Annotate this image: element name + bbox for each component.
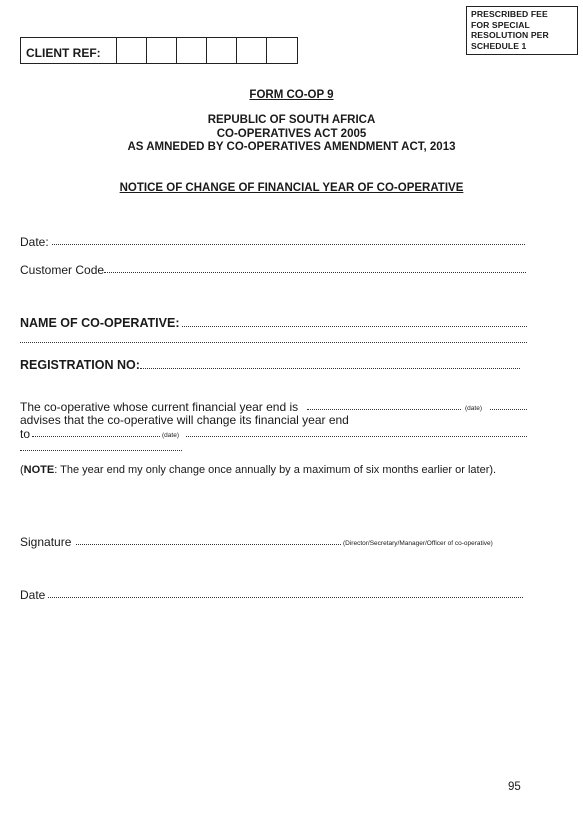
new-year-end-input-line[interactable] <box>32 436 160 437</box>
fee-line: SCHEDULE 1 <box>471 40 527 51</box>
fee-line: RESOLUTION PER <box>471 30 549 40</box>
registration-input-line[interactable] <box>140 368 520 369</box>
date-row <box>20 235 49 249</box>
date-label: Date: <box>20 235 49 249</box>
bottom-date-row <box>20 588 45 602</box>
date-input-line[interactable] <box>52 244 525 245</box>
bottom-date-label: Date <box>20 588 46 602</box>
coop-name-row <box>20 316 180 330</box>
signature-row <box>20 535 71 549</box>
note-label: NOTE <box>23 464 55 476</box>
client-ref-field <box>20 37 298 64</box>
statement-line-3 <box>20 427 30 441</box>
notice-title: NOTICE OF CHANGE OF FINANCIAL YEAR OF CO-OPERATIVE <box>119 182 464 194</box>
statement-line-2 <box>20 413 349 427</box>
new-year-end-input-line-tail[interactable] <box>186 436 527 437</box>
current-year-end-input-line-tail[interactable] <box>490 409 527 410</box>
registration-label: REGISTRATION NO: <box>20 358 140 372</box>
signature-role-note: (Director/Secretary/Manager/Officer of co-operative) <box>343 540 493 547</box>
coop-name-input-line[interactable] <box>182 326 527 327</box>
form-number: FORM CO-OP 9 <box>249 89 334 101</box>
customer-code-label: Customer Code <box>20 263 105 277</box>
statement-line-1 <box>20 400 298 414</box>
date-note-1: (date) <box>465 405 482 412</box>
client-ref-box[interactable] <box>117 38 147 63</box>
client-ref-box[interactable] <box>267 38 297 63</box>
new-year-end-input-line-2[interactable] <box>20 450 182 451</box>
current-year-end-input-line[interactable] <box>307 409 461 410</box>
client-ref-box[interactable] <box>207 38 237 63</box>
statement-text-1: The co-operative whose current financial year end is <box>20 400 299 414</box>
prescribed-fee-box <box>466 6 578 55</box>
signature-label: Signature <box>20 535 72 549</box>
fee-line: FOR SPECIAL <box>471 19 530 30</box>
customer-code-row <box>20 263 104 277</box>
fee-line: PRESCRIBED FEE <box>471 9 548 19</box>
registration-row <box>20 358 140 372</box>
signature-input-line[interactable] <box>76 544 341 545</box>
heading-line: AS AMNEDED BY CO-OPERATIVES AMENDMENT ACT, 2013 <box>127 141 456 153</box>
note-row <box>20 464 496 476</box>
heading-line: REPUBLIC OF SOUTH AFRICA <box>207 114 376 126</box>
heading-line: CO-OPERATIVES ACT 2005 <box>216 127 367 140</box>
client-ref-box[interactable] <box>147 38 177 63</box>
form-heading <box>0 114 583 155</box>
page-number: 95 <box>508 781 521 793</box>
customer-code-input-line[interactable] <box>104 272 526 273</box>
coop-name-label: NAME OF CO-OPERATIVE: <box>20 316 180 330</box>
note-open: ( <box>20 464 24 476</box>
statement-text-3: to <box>20 427 31 441</box>
note-text: : The year end my only change once annually by a maximum of six months earlier or later). <box>54 464 497 476</box>
client-ref-box[interactable] <box>177 38 207 63</box>
date-note-2: (date) <box>162 432 179 439</box>
client-ref-label: CLIENT REF: <box>21 38 117 63</box>
statement-text-2: advises that the co-operative will change its financial year end <box>20 413 349 427</box>
coop-name-input-line-2[interactable] <box>20 342 527 343</box>
client-ref-box[interactable] <box>237 38 267 63</box>
bottom-date-input-line[interactable] <box>48 597 523 598</box>
